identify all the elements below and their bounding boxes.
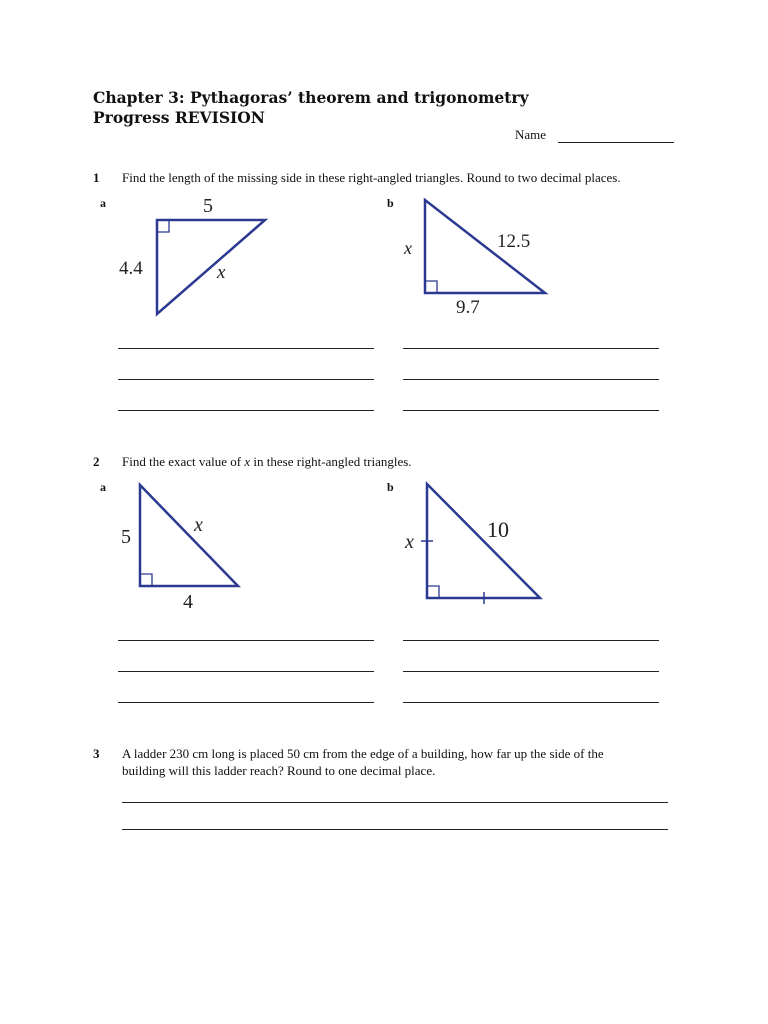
- answer-line[interactable]: [118, 379, 374, 380]
- worksheet-title: Chapter 3: Pythagoras’ theorem and trigonometry: [93, 88, 529, 107]
- triangle-1b-hyp-label: 12.5: [497, 231, 531, 252]
- triangle-1b: [395, 190, 565, 320]
- answer-line[interactable]: [118, 640, 374, 641]
- question-3-number: 3: [93, 746, 100, 761]
- answer-line[interactable]: [403, 348, 659, 349]
- triangle-2b-hyp-label: 10: [487, 517, 509, 542]
- question-2-number: 2: [93, 454, 100, 469]
- triangle-1a-side-label: 4.4: [119, 258, 143, 279]
- question-1a-label: a: [100, 196, 106, 210]
- question-3-text-line2: building will this ladder reach? Round to one decimal place.: [122, 763, 436, 778]
- answer-line[interactable]: [118, 671, 374, 672]
- question-3-text-line1: A ladder 230 cm long is placed 50 cm from the edge of a building, how far up the side of the: [122, 746, 604, 761]
- answer-line[interactable]: [118, 702, 374, 703]
- right-angle-mark-2b: [427, 586, 439, 598]
- triangle-1b-base-label: 9.7: [456, 297, 480, 318]
- triangle-1a: [110, 190, 280, 325]
- name-field[interactable]: [558, 128, 674, 143]
- answer-line[interactable]: [118, 410, 374, 411]
- answer-line[interactable]: [122, 802, 668, 803]
- answer-line[interactable]: [403, 410, 659, 411]
- triangle-1a-top-label: 5: [203, 195, 213, 217]
- question-2-text: Find the exact value of x in these right-angled triangles.: [122, 454, 412, 469]
- triangle-2b-shape: [427, 484, 540, 598]
- triangle-2b: [395, 475, 555, 610]
- question-2a-label: a: [100, 480, 106, 494]
- right-angle-mark-2a: [140, 574, 152, 586]
- answer-line[interactable]: [122, 829, 668, 830]
- triangle-2a-base-label: 4: [183, 591, 193, 613]
- question-2b-label: b: [387, 480, 394, 494]
- answer-line[interactable]: [403, 379, 659, 380]
- triangle-2a-hyp-label: x: [194, 514, 203, 536]
- triangle-1a-shape: [157, 220, 265, 314]
- answer-line[interactable]: [403, 702, 659, 703]
- triangle-2a-shape: [140, 485, 238, 586]
- triangle-1b-side-label: x: [404, 238, 412, 258]
- answer-line[interactable]: [403, 640, 659, 641]
- question-1-number: 1: [93, 170, 100, 185]
- question-1b-label: b: [387, 196, 394, 210]
- right-angle-mark-1a: [157, 220, 169, 232]
- right-angle-mark-1b: [425, 281, 437, 293]
- worksheet-subtitle: Progress REVISION: [93, 108, 265, 127]
- triangle-2a-side-label: 5: [121, 526, 131, 548]
- answer-line[interactable]: [118, 348, 374, 349]
- triangle-2a: [110, 475, 260, 615]
- question-1-text: Find the length of the missing side in these right-angled triangles. Round to two decimal places.: [122, 170, 621, 185]
- triangle-1a-hyp-label: x: [217, 262, 226, 283]
- triangle-2b-side-label: x: [405, 531, 414, 553]
- name-label: Name: [515, 127, 547, 142]
- answer-line[interactable]: [403, 671, 659, 672]
